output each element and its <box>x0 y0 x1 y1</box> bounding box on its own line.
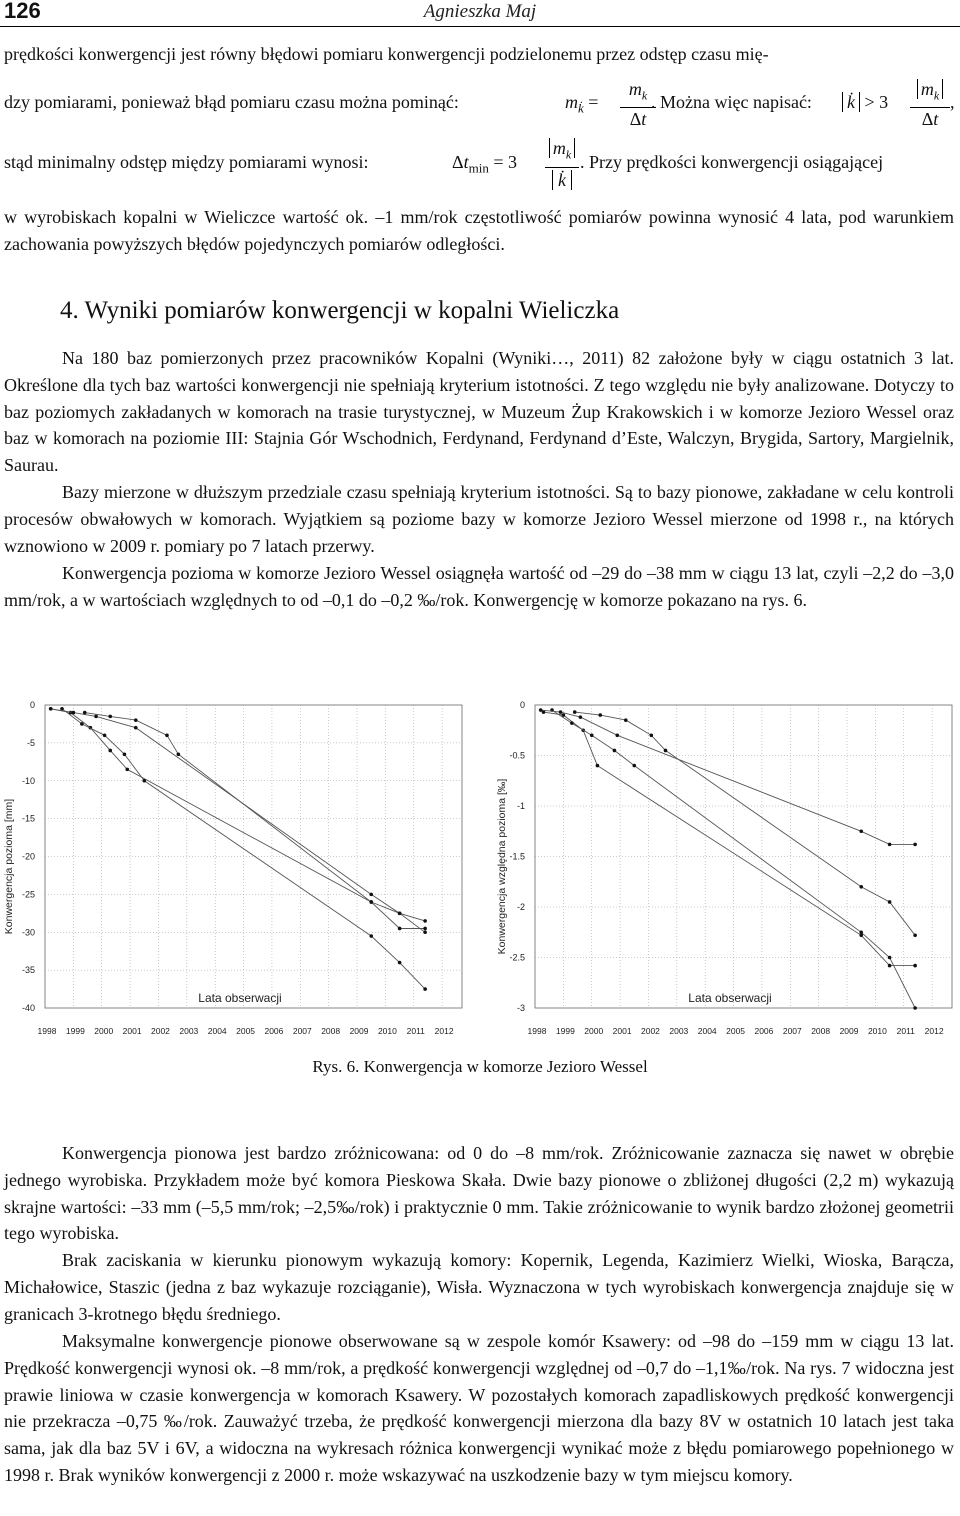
chart-0-xtick-label: 2000 <box>94 1026 114 1036</box>
chart-1-series-1-point <box>570 721 574 725</box>
chart-0-series-1-point <box>369 934 373 938</box>
figure-caption: Rys. 6. Konwergencja w komorze Jezioro Wessel <box>312 1057 648 1076</box>
chart-0-series-2-point <box>49 707 53 711</box>
para2: Na 180 baz pomierzonych przez pracowników Kopalni (Wyniki…, 2011) 82 założone były w ciągu ostatnich 3 lat. Określone dla tych baz wartości konwergencji nie spełniają kryterium istotności. Z tego względu nie były analizowane. Dotyczy to baz poziomych zakładanych w komorach na trasie turystycznej, w Muzeum Żup Krakowskich i w komorze Jezioro Wessel oraz baz w komorach na poziomie III: Stajnia Gór Wschodnich, Ferdynand, Ferdynand d’Este, Walczyn, Brygida, Sartory, Margielnik, Saurau. <box>4 348 954 476</box>
chart-0-series-0-point <box>398 927 402 931</box>
chart-1-series-1-point <box>613 749 617 753</box>
chart-0-xtick-label: 2004 <box>207 1026 227 1036</box>
chart-1-series-3-point <box>859 885 863 889</box>
chart-0-xtick-label: 2001 <box>122 1026 142 1036</box>
chart-0-xlabel: Lata obserwacji <box>198 991 282 1005</box>
para1-line3: stąd minimalny odstęp między pomiarami wynosi: <box>4 152 369 172</box>
chart-0-ytick-label: -40 <box>21 1003 35 1013</box>
chart-0-xtick-label: 2007 <box>292 1026 312 1036</box>
chart-1-series-3-point <box>664 749 668 753</box>
chart-1-series-2-point <box>913 843 917 847</box>
chart-0-series-3-point <box>108 715 112 719</box>
chart-1-xtick-label: 2006 <box>754 1026 774 1036</box>
chart-0-ytick-label: -30 <box>21 927 35 938</box>
chart-1-ytick-label: -2 <box>516 902 525 912</box>
chart-0-ylabel: Konwergencja pozioma [mm] <box>3 798 15 935</box>
chart-1-series-3-line <box>575 712 915 935</box>
page-number: 126 <box>4 0 41 23</box>
formula-tmin: $\Delta t_{min} = 3$ <box>452 152 517 176</box>
formula-frac3: $\frac{m_k}{k̇}$ <box>545 136 579 192</box>
chart-1-series-0-point <box>913 964 917 968</box>
chart-0-series-1-point <box>103 734 107 738</box>
chart-1-ytick-label: -1.5 <box>509 851 525 862</box>
chart-0-series-2-point <box>72 711 76 715</box>
chart-1-xtick-label: 2007 <box>782 1026 802 1036</box>
chart-0-series-2-point <box>369 893 373 897</box>
chart-0-series-3-point <box>83 711 87 715</box>
chart-1-xtick-label: 2012 <box>924 1026 944 1036</box>
chart-0-ytick-label: -25 <box>21 889 35 900</box>
chart-1-series-3-point <box>888 900 892 904</box>
chart-1-xtick-label: 2009 <box>839 1026 859 1036</box>
para5: Konwergencja pionowa jest bardzo zróżnicowana: od 0 do –8 mm/rok. Zróżnicowanie zaznacza się nawet w obrębie jednego wyrobiska. Przykładem może być komora Pieskowa Skała. Dwie bazy pionowe o zbliżonej długości (2,2 m) wykazują skrajne wartości: –33 mm (–5,5 mm/rok; –2,5‰/rok) i praktycznie 0 mm. Takie zróżnicowanie to wynik bardzo złożonej geometrii tego wyrobiska. <box>4 1143 954 1244</box>
chart-1-series-1-point <box>859 930 863 934</box>
chart-0-series-2-point <box>134 726 138 730</box>
para1-line1: prędkości konwergencji jest równy błędowi pomiaru konwergencji podzielonemu przez odstęp czasu mię- <box>4 44 769 64</box>
chart-0-series-1-point <box>423 987 427 991</box>
chart-1-series-0-line <box>544 712 916 966</box>
chart-0-series-0-point <box>125 768 129 772</box>
chart-1-series-3-point <box>624 718 628 722</box>
chart-1-series-1-point <box>913 1006 917 1010</box>
chart-0-xtick-label: 2012 <box>434 1026 454 1036</box>
para6: Brak zaciskania w kierunku pionowym wykazują komory: Kopernik, Legenda, Kazimierz Wielki, Wioska, Barącza, Michałowice, Staszic (jedna z baz wykazuje rozciąganie), Wisła. Wyznaczona w tych wyrobiskach konwergencja znajduje się w granicach 3-krotnego błędu średniego. <box>4 1250 954 1324</box>
chart-0-series-3-point <box>134 718 138 722</box>
chart-0-ytick-label: -10 <box>21 775 35 786</box>
chart-1-series-2-point <box>539 708 543 712</box>
para3: Bazy mierzone w dłuższym przedziale czasu spełniają kryterium istotności. Są to bazy pionowe, zakładane w celu kontroli procesów obwałowych w komorach. Wyjątkiem są poziome bazy w komorze Jezioro Wessel mierzone od 1998 r., na których wznowiono w 2009 r. pomiary po 7 latach przerwy. <box>4 482 954 556</box>
chart-0-ytick-label: -5 <box>26 737 35 748</box>
running-head-author: Agnieszka Maj <box>423 1 537 22</box>
chart-0-series-3-line <box>85 713 425 933</box>
chart-0-xtick-label: 2010 <box>377 1026 397 1036</box>
chart-1-xtick-label: 2008 <box>811 1026 831 1036</box>
formula-frac2: $\frac{m_k}{\Delta t}$ <box>910 78 950 130</box>
chart-0-xtick-label: 2008 <box>321 1026 341 1036</box>
para7: Maksymalne konwergencje pionowe obserwowane są w zespole komór Ksawery: od –98 do –159 mm w ciągu 13 lat. Prędkość konwergencji wynosi ok. –8 mm/rok, a prędkość konwergencji względnej od –0,7 do –1,1‰/rok. Na rys. 7 widoczna jest prawie liniowa w czasie konwergencja w komorach Ksawery. W pozostałych komorach zapadliskowych prędkość konwergencji nie przekracza –0,75 ‰/rok. Zauważyć trzeba, że prędkość konwergencji mierzona dla bazy 8V w ostatnich 10 latach jest taka sama, jak dla baz 5V i 6V, a widoczna na wykresach różnica konwergencji wynikać może z błędu pomiarowego popełnionego w 1998 r. Brak wyników konwergencji z 2000 r. może wskazywać na uszkodzenie bazy w tym miejscu komory. <box>4 1331 954 1485</box>
chart-0-series-2-point <box>423 919 427 923</box>
chart-1-ytick-label: -1 <box>516 801 525 811</box>
para1-rest: w wyrobiskach kopalni w Wieliczce wartość ok. –1 mm/rok częstotliwość pomiarów powinna wynosić 4 lata, pod warunkiem zachowania powyższych błędów pojedynczych pomiarów odległości. <box>4 207 954 254</box>
chart-1-series-2-point <box>559 710 563 714</box>
chart-0-series-1-point <box>80 722 84 726</box>
chart-0-xtick-label: 1999 <box>65 1026 85 1036</box>
chart-0-series-3-point <box>423 930 427 934</box>
chart-1-xlabel: Lata obserwacji <box>688 991 772 1005</box>
chart-1-series-2-point <box>615 734 619 738</box>
chart-0-series-3-point <box>398 912 402 916</box>
formula-mk-dot: $m_{k̇}$ = <box>565 92 599 116</box>
chart-1-xtick-label: 2001 <box>612 1026 632 1036</box>
chart-0-xtick-label: 2005 <box>236 1026 256 1036</box>
chart-0-ytick-label: -20 <box>21 851 35 862</box>
chart-1-xtick-label: 2000 <box>584 1026 604 1036</box>
chart-1-series-0-point <box>596 764 600 768</box>
chart-1-ytick-label: 0 <box>519 700 525 710</box>
chart-0-series-1-point <box>398 961 402 965</box>
chart-1-xtick-label: 1999 <box>555 1026 575 1036</box>
chart-1-ytick-label: -3 <box>516 1003 525 1013</box>
chart-0-series-3-point <box>369 900 373 904</box>
chart-1-series-1-point <box>888 956 892 960</box>
chart-0-xtick-label: 2003 <box>179 1026 199 1036</box>
chart-0-series-0-point <box>108 749 112 753</box>
chart-1-series-3-point <box>598 713 602 717</box>
chart-1-series-3-point <box>573 710 577 714</box>
chart-1-xtick-label: 1998 <box>527 1026 547 1036</box>
chart-1-xtick-label: 2011 <box>896 1026 915 1036</box>
para1-line2-mid: . Można więc napisać: <box>651 92 812 112</box>
chart-1-series-3-point <box>650 734 654 738</box>
para1-line2: dzy pomiarami, ponieważ błąd pomiaru czasu można pominąć: <box>4 92 459 112</box>
chart-1-series-2-line <box>541 710 915 844</box>
chart-0-series-3-point <box>165 734 169 738</box>
chart-1-series-1-point <box>590 734 594 738</box>
chart-1-ytick-label: -2.5 <box>509 952 525 963</box>
chart-1-series-3-point <box>913 933 917 937</box>
formula-kdot-ineq: k̇ > 3 <box>842 92 888 113</box>
chart-0-series-1-point <box>123 752 127 756</box>
chart-0-xtick-label: 2009 <box>349 1026 369 1036</box>
chart-1-xtick-label: 2005 <box>726 1026 746 1036</box>
formula-frac1: $\frac{m_k}{\Delta t}$ <box>620 78 656 130</box>
chart-0-series-2-line <box>51 709 425 921</box>
section-title: 4. Wyniki pomiarów konwergencji w kopalni Wieliczka <box>60 297 620 324</box>
chart-0-xtick-label: 2006 <box>264 1026 284 1036</box>
chart-0-xtick-label: 2011 <box>406 1026 425 1036</box>
chart-1-ylabel: Konwergencja względna pozioma [‰] <box>496 778 508 955</box>
chart-0-series-0-point <box>423 927 427 931</box>
figure-rys6 <box>0 690 960 1050</box>
chart-0-xtick-label: 2002 <box>151 1026 170 1036</box>
para1-line3-end: . Przy prędkości konwergencji osiągającej <box>580 152 884 172</box>
chart-0-ytick-label: -35 <box>21 965 35 976</box>
chart-1-ytick-label: -0.5 <box>509 750 525 761</box>
chart-1-xtick-label: 2003 <box>669 1026 689 1036</box>
chart-0-xtick-label: 1998 <box>37 1026 57 1036</box>
chart-1-series-2-point <box>888 843 892 847</box>
chart-1-series-2-point <box>859 829 863 833</box>
chart-1-series-2-point <box>579 715 583 719</box>
page-header <box>0 0 960 27</box>
chart-1-xtick-label: 2002 <box>641 1026 660 1036</box>
chart-0-ytick-label: -15 <box>21 813 35 824</box>
para4: Konwergencja pozioma w komorze Jezioro Wessel osiągnęła wartość od –29 do –38 mm w ciągu 13 lat, czyli –2,2 do –3,0 mm/rok, a w wartościach względnych to od –0,1 do –0,2 ‰/rok. Konwergencję w komorze pokazano na rys. 6. <box>4 563 954 610</box>
chart-1-series-1-point <box>632 764 636 768</box>
chart-0-ytick-label: 0 <box>29 700 35 710</box>
chart-0-series-3-point <box>177 752 181 756</box>
formula-comma: , <box>950 92 955 112</box>
chart-1-xtick-label: 2004 <box>697 1026 717 1036</box>
chart-1-series-0-point <box>888 964 892 968</box>
chart-1-xtick-label: 2010 <box>867 1026 887 1036</box>
chart-0-series-2-point <box>94 715 98 719</box>
chart-0-series-1-point <box>142 779 146 783</box>
